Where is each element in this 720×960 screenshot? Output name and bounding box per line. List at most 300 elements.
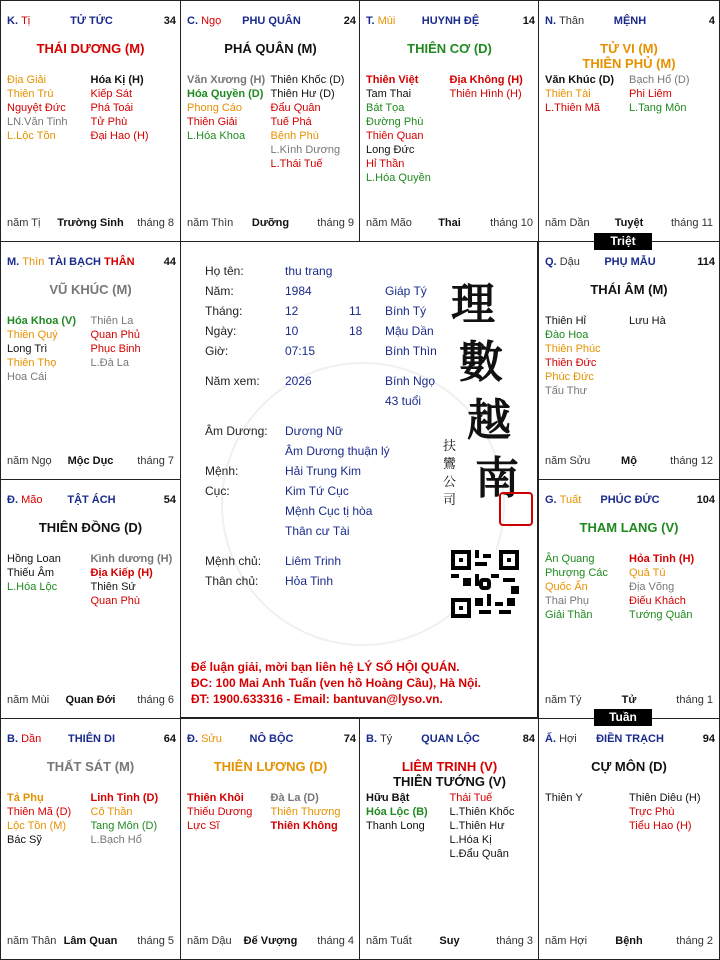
- palace-house-label: THIÊN DI: [67, 733, 116, 745]
- truong-sinh-stage: Mộ: [621, 455, 637, 467]
- palace-month: tháng 6: [137, 694, 174, 706]
- minor-star: Thiên Hình (H): [449, 88, 522, 100]
- minor-star: Kình dương (H): [90, 553, 173, 565]
- palace-house-name: [7, 733, 176, 745]
- palace-suu: [180, 718, 361, 960]
- star-column-right: [629, 791, 710, 833]
- palace-house-name: [187, 733, 356, 745]
- palace-header: [7, 256, 176, 272]
- minor-star: Thiên Thương: [270, 806, 341, 818]
- palace-year: năm Thìn: [187, 217, 234, 229]
- palace-chi: Thân: [559, 15, 585, 27]
- star-column-left: [7, 314, 87, 384]
- palace-header: [7, 15, 176, 31]
- palace-chi: Dần: [21, 733, 42, 745]
- minor-star: Kiếp Sát: [90, 88, 133, 100]
- palace-can: B.: [7, 733, 18, 745]
- palace-house-name: [366, 733, 535, 745]
- palace-chi: Mão: [21, 494, 43, 506]
- minor-star: L.Hóa Kị: [449, 834, 492, 846]
- minor-star: Thiên Không: [270, 820, 338, 832]
- thang-am-value: 11: [349, 304, 362, 318]
- minor-star: Quả Tú: [629, 567, 666, 579]
- palace-footer: [545, 217, 713, 231]
- palace-dai-han-age: 74: [343, 733, 356, 745]
- minor-star: Hỉ Thần: [366, 158, 405, 170]
- star-column-right: [91, 314, 171, 370]
- minor-star: LN.Văn Tinh: [7, 116, 68, 128]
- main-star: TỬ VI (M): [600, 41, 658, 56]
- minor-star: Thiếu Âm: [7, 567, 55, 579]
- palace-can: T.: [366, 15, 375, 27]
- palace-house-name: [7, 494, 176, 506]
- palace-month: tháng 12: [670, 455, 713, 467]
- palace-header: [545, 15, 715, 31]
- palace-dai-han-age: 104: [696, 494, 715, 506]
- minor-star: Thiên Việt: [366, 74, 419, 86]
- palace-house-name: [545, 256, 715, 268]
- palace-footer: [187, 935, 354, 949]
- main-star: CỰ MÔN (D): [591, 759, 667, 774]
- palace-dai-han-age: 64: [163, 733, 176, 745]
- nam-xem-value: 2026: [285, 374, 312, 388]
- minor-star: Thiên Hỉ: [545, 315, 586, 327]
- minor-star: Quan Phủ: [90, 329, 141, 341]
- minor-star: L.Hóa Khoa: [187, 130, 246, 142]
- palace-dai-han-age: 14: [522, 15, 535, 27]
- truong-sinh-stage: Mộc Dục: [67, 455, 114, 467]
- seal-char: 越: [467, 395, 511, 446]
- seal-char: 數: [459, 337, 503, 388]
- minor-star: Hỏa Tinh (H): [629, 553, 695, 565]
- palace-chi: Thìn: [22, 256, 45, 268]
- truong-sinh-stage: Bệnh: [615, 935, 643, 947]
- palace-footer: [366, 935, 533, 949]
- main-star: PHÁ QUÂN (M): [224, 41, 317, 56]
- minor-star: Thiên Đức: [545, 357, 597, 369]
- am-duong-label: Âm Dương:: [205, 424, 268, 438]
- main-star: THÁI ÂM (M): [590, 282, 668, 297]
- palace-house-label: NÔ BỘC: [249, 733, 294, 745]
- main-star: THÁI DƯƠNG (M): [36, 41, 145, 56]
- truong-sinh-stage: Tuyệt: [614, 217, 644, 229]
- palace-house-label: TỬ TỨC: [70, 15, 113, 27]
- star-column-left: [545, 73, 626, 115]
- minor-star: Lực Sĩ: [187, 820, 220, 832]
- palace-house-name: [7, 15, 176, 27]
- center-info-panel: [180, 241, 538, 718]
- palace-month: tháng 9: [317, 217, 354, 229]
- palace-tuat: [538, 479, 720, 719]
- star-column-left: [545, 552, 626, 622]
- truong-sinh-stage: Quan Đới: [65, 694, 116, 706]
- thang-can-chi: Bính Tý: [385, 304, 427, 318]
- minor-star: Thai Phụ: [545, 595, 590, 607]
- palace-chi: Tuất: [559, 494, 582, 506]
- palace-header: [7, 733, 176, 749]
- truong-sinh-stage: Lâm Quan: [63, 935, 118, 947]
- truong-sinh-stage: Suy: [439, 935, 460, 947]
- star-column-right: [629, 552, 710, 622]
- qr-code-icon[interactable]: [451, 550, 519, 618]
- ngay-label: Ngày:: [205, 324, 237, 338]
- palace-header: [545, 733, 715, 749]
- palace-year: năm Tị: [7, 217, 41, 229]
- minor-star: Phúc Đức: [545, 371, 594, 383]
- minor-star: Văn Xương (H): [187, 74, 266, 86]
- palace-house-label: TẬT ÁCH: [67, 494, 116, 506]
- minor-star: Hóa Quyền (D): [187, 88, 264, 100]
- minor-star: Phá Toái: [90, 102, 134, 114]
- menh-chu-value: Liêm Trinh: [285, 554, 342, 568]
- minor-star: Hồng Loan: [7, 553, 61, 565]
- minor-star: Tấu Thư: [545, 385, 588, 397]
- seal-char: 理: [451, 279, 495, 330]
- minor-star: Thiên Trù: [7, 88, 54, 100]
- palace-can: Đ.: [7, 494, 18, 506]
- star-column-right: [629, 314, 710, 328]
- minor-star: Đại Hao (H): [90, 130, 149, 142]
- palace-header: [187, 15, 356, 31]
- palace-house-label: PHU QUÂN: [242, 15, 301, 27]
- am-duong-value: Dương Nữ: [285, 424, 343, 438]
- minor-star: Thiên Hư (D): [270, 88, 335, 100]
- palace-mao: [0, 479, 181, 719]
- minor-star: Thiên Mã (D): [7, 806, 72, 818]
- palace-chi: Tý: [380, 733, 393, 745]
- star-column-right: [271, 73, 351, 171]
- star-column-right: [450, 73, 530, 101]
- minor-star: Giải Thần: [545, 609, 593, 621]
- cuc-note: Mệnh Cục tị hòa: [285, 504, 373, 518]
- palace-month: tháng 2: [676, 935, 713, 947]
- minor-star: Thiên Khốc (D): [270, 74, 345, 86]
- star-column-right: [91, 791, 171, 847]
- tuan-badge: Tuần: [594, 709, 652, 726]
- minor-star: L.Lộc Tồn: [7, 130, 56, 142]
- minor-star: L.Thiên Hư: [449, 820, 505, 832]
- am-duong-note: Âm Dương thuận lý: [285, 444, 390, 458]
- minor-star: Long Trì: [7, 343, 48, 355]
- ngay-can-chi: Mậu Dần: [385, 324, 434, 338]
- than-chu-label: Thân chủ:: [205, 574, 259, 588]
- palace-header: [187, 733, 356, 749]
- main-star: THIÊN PHỦ (M): [582, 56, 676, 71]
- palace-chi: Sửu: [201, 733, 222, 745]
- minor-star: Trực Phù: [629, 806, 675, 818]
- palace-header: [366, 15, 535, 31]
- palace-month: tháng 10: [490, 217, 533, 229]
- minor-star: Linh Tinh (D): [90, 792, 159, 804]
- seal-subtitle: 扶鸞公司: [443, 439, 457, 508]
- minor-star: Phi Liêm: [629, 88, 672, 100]
- palace-can: Đ.: [187, 733, 198, 745]
- minor-star: Lộc Tồn (M): [7, 820, 67, 832]
- palace-house-name: [187, 15, 356, 27]
- minor-star: Lưu Hà: [629, 315, 666, 327]
- minor-star: Bạch Hổ (D): [629, 74, 690, 86]
- minor-star: Long Đức: [366, 144, 415, 156]
- palace-year: năm Tuất: [366, 935, 412, 947]
- minor-star: Thiên Tài: [545, 88, 591, 100]
- thang-label: Tháng:: [205, 304, 243, 318]
- menh-value: Hải Trung Kim: [285, 464, 362, 478]
- gio-value: 07:15: [285, 344, 316, 358]
- ngay-am-value: 18: [349, 324, 363, 338]
- minor-star: Ân Quang: [545, 553, 595, 565]
- than-cu-value: Thân cư Tài: [285, 524, 350, 538]
- palace-can: B.: [366, 733, 377, 745]
- palace-hoi: [538, 718, 720, 960]
- palace-can: Q.: [545, 256, 557, 268]
- minor-star: Tả Phụ: [7, 792, 44, 804]
- minor-star: L.Thiên Mã: [545, 102, 601, 114]
- minor-star: Thiên La: [90, 315, 134, 327]
- ho-ten-label: Họ tên:: [205, 264, 244, 278]
- palace-can: G.: [545, 494, 557, 506]
- minor-star: Bác Sỹ: [7, 834, 42, 846]
- minor-star: Điếu Khách: [629, 595, 686, 607]
- triet-badge: Triệt: [594, 233, 652, 250]
- star-column-right: [450, 791, 530, 861]
- minor-star: Địa Kiếp (H): [90, 567, 153, 579]
- palace-month: tháng 4: [317, 935, 354, 947]
- menh-label: Mệnh:: [205, 464, 239, 478]
- seal-char: 南: [475, 453, 519, 504]
- palace-house-label: PHỤ MẪU: [604, 256, 656, 268]
- palace-year: năm Dần: [545, 217, 590, 229]
- minor-star: Thiên Y: [545, 792, 583, 804]
- palace-year: năm Mùi: [7, 694, 50, 706]
- palace-chi: Mùi: [377, 15, 396, 27]
- minor-star: Tang Môn (D): [90, 820, 158, 832]
- minor-star: Hữu Bật: [366, 792, 410, 804]
- palace-can: K.: [7, 15, 18, 27]
- main-star: VŨ KHÚC (M): [49, 282, 132, 297]
- palace-year: năm Mão: [366, 217, 412, 229]
- minor-star: Quan Phù: [90, 595, 141, 607]
- palace-footer: [545, 455, 713, 469]
- minor-star: Đà La (D): [270, 792, 319, 804]
- palace-footer: [7, 217, 174, 231]
- palace-month: tháng 8: [137, 217, 174, 229]
- minor-star: Thiên Thọ: [7, 357, 57, 369]
- palace-house-label: HUYNH ĐỆ: [421, 15, 480, 27]
- palace-dai-han-age: 44: [163, 256, 176, 268]
- palace-can: Ấ.: [545, 733, 556, 745]
- tuoi-value: 43 tuổi: [385, 394, 422, 408]
- palace-house-name: [366, 15, 535, 27]
- minor-star: Địa Không (H): [449, 74, 523, 86]
- ngay-value: 10: [285, 324, 299, 338]
- palace-month: tháng 7: [137, 455, 174, 467]
- minor-star: Thiếu Dương: [187, 806, 253, 818]
- palace-chi: Hợi: [559, 733, 577, 745]
- palace-dai-han-age: 34: [163, 15, 176, 27]
- main-star: LIÊM TRINH (V): [401, 759, 498, 774]
- palace-can: M.: [7, 256, 20, 268]
- calligraphy-seal: [451, 276, 531, 508]
- palace-dai-han-age: 94: [702, 733, 715, 745]
- palace-header: [7, 494, 176, 510]
- minor-star: Hóa Khoa (V): [7, 315, 77, 327]
- palace-year: năm Dậu: [187, 935, 232, 947]
- star-column-left: [7, 73, 87, 143]
- minor-star: Bệnh Phù: [270, 130, 319, 142]
- palace-house-label: TÀI BẠCH: [48, 256, 101, 268]
- truong-sinh-stage: Dưỡng: [251, 217, 290, 229]
- palace-chi: Tị: [21, 15, 31, 27]
- minor-star: Tam Thai: [366, 88, 412, 100]
- star-column-right: [271, 791, 351, 833]
- star-column-left: [545, 314, 626, 398]
- palace-ngo: [180, 0, 361, 242]
- star-column-right: [629, 73, 710, 115]
- palace-footer: [7, 455, 174, 469]
- star-column-right: [91, 552, 171, 608]
- palace-dai-han-age: 4: [708, 15, 715, 27]
- minor-star: Thiên Khôi: [187, 792, 244, 804]
- contact-phone-email: ĐT: 1900.633316 - Email: bantuvan@lyso.vn.: [191, 692, 443, 706]
- star-column-left: [187, 791, 267, 833]
- cuc-value: Kim Tứ Cục: [285, 484, 349, 498]
- palace-dai-han-age: 24: [343, 15, 356, 27]
- gio-can-chi: Bính Thìn: [385, 344, 437, 358]
- minor-star: Thiên Quan: [366, 130, 424, 142]
- palace-header: [545, 494, 715, 510]
- palace-house-label: ĐIỀN TRẠCH: [596, 733, 664, 745]
- truong-sinh-stage: Thai: [438, 217, 461, 229]
- star-column-right: [91, 73, 171, 143]
- minor-star: Thiên Phúc: [545, 343, 601, 355]
- main-star: THIÊN TƯỚNG (V): [393, 774, 506, 789]
- palace-chi: Ngọ: [201, 15, 222, 27]
- gio-label: Giờ:: [205, 344, 229, 358]
- truong-sinh-stage: Tử: [621, 694, 637, 706]
- minor-star: L.Hóa Lộc: [7, 581, 58, 593]
- minor-star: L.Thiên Khốc: [449, 806, 515, 818]
- palace-year: năm Ngọ: [7, 455, 52, 467]
- palace-footer: [7, 694, 174, 708]
- ho-ten-value: thu trang: [285, 264, 333, 278]
- minor-star: Hóa Lộc (B): [366, 806, 428, 818]
- minor-star: Thiên Sứ: [90, 581, 136, 593]
- palace-month: tháng 1: [676, 694, 713, 706]
- nam-xem-can-chi: Bính Ngọ: [385, 374, 436, 388]
- palace-ti: [0, 0, 181, 242]
- minor-star: L.Hóa Quyền: [366, 172, 431, 184]
- star-column-left: [545, 791, 626, 805]
- star-column-left: [366, 73, 446, 185]
- minor-star: Phục Binh: [90, 343, 141, 355]
- main-star: THIÊN LƯƠNG (D): [213, 759, 328, 774]
- star-column-left: [7, 552, 87, 594]
- palace-dai-han-age: 54: [163, 494, 176, 506]
- palace-mui: [359, 0, 540, 242]
- palace-month: tháng 11: [670, 217, 713, 229]
- palace-footer: [545, 694, 713, 708]
- palace-dai-han-age: 114: [697, 256, 715, 268]
- star-column-left: [187, 73, 267, 143]
- minor-star: Cô Thần: [90, 806, 133, 818]
- nam-can-chi: Giáp Tý: [385, 284, 427, 298]
- palace-chi: Dậu: [559, 256, 580, 268]
- palace-year: năm Hợi: [545, 935, 588, 947]
- palace-house-name: [545, 15, 715, 27]
- minor-star: Thiên Diêu (H): [629, 792, 701, 804]
- main-star: THAM LANG (V): [579, 520, 679, 535]
- minor-star: Tuế Phá: [270, 116, 312, 128]
- star-column-left: [7, 791, 87, 847]
- palace-footer: [7, 935, 174, 949]
- minor-star: Thiên Giải: [187, 116, 238, 128]
- minor-star: Tiểu Hao (H): [629, 820, 692, 832]
- palace-can: N.: [545, 15, 556, 27]
- minor-star: Địa Võng: [629, 581, 675, 593]
- palace-thin: [0, 241, 181, 480]
- minor-star: Nguyệt Đức: [7, 102, 66, 114]
- palace-house-name: [545, 494, 715, 506]
- minor-star: L.Thái Tuế: [270, 158, 323, 170]
- palace-dai-han-age: 84: [522, 733, 535, 745]
- palace-than: [538, 0, 720, 242]
- palace-month: tháng 3: [496, 935, 533, 947]
- minor-star: Phong Cáo: [187, 102, 243, 114]
- thang-value: 12: [285, 304, 299, 318]
- nam-label: Năm:: [205, 284, 234, 298]
- minor-star: Thái Tuế: [449, 792, 493, 804]
- palace-footer: [187, 217, 354, 231]
- palace-footer: [366, 217, 533, 231]
- palace-year: năm Tý: [545, 694, 582, 706]
- minor-star: Hoa Cái: [7, 371, 47, 383]
- minor-star: L.Kình Dương: [270, 144, 341, 156]
- palace-footer: [545, 935, 713, 949]
- than-chu-value: Hỏa Tinh: [285, 574, 334, 588]
- minor-star: Đẩu Quân: [270, 102, 321, 114]
- red-stamp-icon: [499, 492, 533, 526]
- palace-header: [366, 733, 535, 749]
- palace-house-label: PHÚC ĐỨC: [600, 494, 660, 506]
- main-star: THẤT SÁT (M): [46, 759, 135, 774]
- minor-star: Quốc Ấn: [545, 581, 588, 593]
- palace-house-label: QUAN LỘC: [421, 733, 480, 745]
- contact-line: Để luận giải, mời bạn liên hệ LÝ SỐ HỘI QUÁN.: [191, 660, 460, 674]
- minor-star: L.Bạch Hổ: [90, 834, 142, 846]
- palace-year: năm Sửu: [545, 455, 591, 467]
- menh-chu-label: Mệnh chủ:: [205, 554, 262, 568]
- contact-address: ĐC: 100 Mai Anh Tuấn (ven hồ Hoàng Cầu), Hà Nội.: [191, 676, 482, 690]
- minor-star: Phượng Các: [545, 567, 608, 579]
- palace-house-name: [7, 256, 176, 268]
- minor-star: Thanh Long: [366, 820, 425, 832]
- nam-xem-label: Năm xem:: [205, 374, 260, 388]
- truong-sinh-stage: Đế Vượng: [243, 935, 298, 947]
- nam-value: 1984: [285, 284, 312, 298]
- palace-house-label: MỆNH: [613, 15, 647, 27]
- truong-sinh-stage: Trường Sinh: [57, 217, 124, 229]
- palace-year: năm Thân: [7, 935, 57, 947]
- minor-star: L.Tang Môn: [629, 102, 687, 114]
- palace-month: tháng 5: [137, 935, 174, 947]
- palace-dau: [538, 241, 720, 480]
- minor-star: Thiên Quý: [7, 329, 58, 341]
- palace-can: C.: [187, 15, 198, 27]
- palace-house-name: [545, 733, 715, 745]
- minor-star: Tử Phù: [90, 116, 128, 128]
- main-star: THIÊN CƠ (D): [407, 41, 492, 56]
- minor-star: Bát Tọa: [366, 102, 405, 114]
